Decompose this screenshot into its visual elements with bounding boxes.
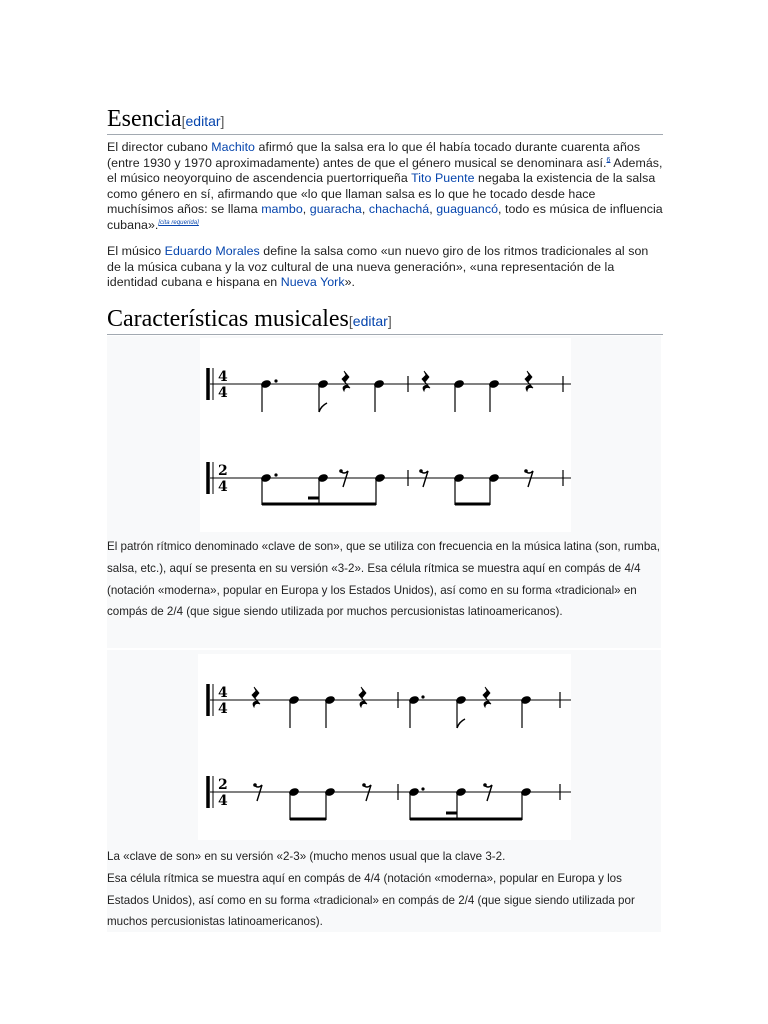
edit-section-link: [editar] [181, 113, 225, 129]
score-image[interactable] [198, 654, 571, 840]
article-link[interactable]: Machito [211, 140, 256, 154]
reference-link[interactable]: 6 [606, 156, 611, 164]
article-link[interactable]: Tito Puente [411, 171, 475, 186]
edit-link[interactable]: editar [185, 113, 221, 129]
time-sig-denominator: 4 [218, 793, 228, 809]
paragraph-text: El músico [107, 244, 165, 258]
edit-link[interactable]: editar [352, 313, 388, 329]
paragraph-text: , [361, 202, 369, 217]
article-link[interactable]: Nueva York [280, 275, 345, 290]
paragraph-text: , [302, 202, 310, 217]
time-sig-denominator: 4 [218, 479, 228, 495]
paragraph-text: , todo es música de influencia cubana». [107, 202, 663, 232]
article-link[interactable]: mambo [261, 202, 303, 217]
paragraph-text: afirmó que la salsa era lo que él había tocado durante cuarenta años (entre 1930 y 1970 aproximadamente) antes de que el género musical se denominara así. [107, 140, 641, 170]
article-link[interactable]: Eduardo Morales [164, 244, 260, 258]
section-title: Características musicales [107, 306, 349, 332]
time-sig-numerator: 4 [218, 685, 228, 701]
paragraph-text: Además, el músico neoyorquino de ascendencia puertorriqueña [107, 155, 663, 186]
paragraph-esencia-1 [107, 140, 663, 234]
music-notation [198, 654, 571, 840]
caption-line: Esa célula rítmica se muestra aquí en compás de 4/4 (notación «moderna», popular en Europa y los Estados Unidos), así como en su forma «tradicional» en compás de 2/4 (que sigue siendo utilizada por muchos percusionistas latinoamericanos). [107, 871, 635, 929]
caption-line: La «clave de son» en su versión «2-3» (mucho menos usual que la clave 3-2. [107, 850, 506, 863]
article-link[interactable]: guaguancó [436, 202, 499, 217]
figure-clave-3-2 [107, 336, 661, 536]
time-sig-numerator: 2 [218, 463, 228, 479]
figure-caption-2 [107, 846, 661, 932]
paragraph-text: ». [344, 275, 356, 290]
figure-clave-2-3 [107, 650, 661, 846]
music-notation [200, 338, 571, 532]
section-title: Esencia [107, 106, 182, 132]
time-sig-denominator: 4 [218, 701, 228, 717]
article-link[interactable]: guaracha [309, 202, 362, 217]
section-heading-caracteristicas [107, 306, 663, 335]
citation-needed-link[interactable]: [cita requerida] [158, 219, 199, 226]
paragraph-text: El director cubano [107, 140, 212, 154]
time-sig-numerator: 2 [218, 777, 228, 793]
paragraph-text: negaba la existencia de la salsa como género en sí, afirmando que «lo que llaman salsa es lo que he tocado desde hace muchísimos años: se llama [107, 171, 656, 217]
figure-caption-1: El patrón rítmico denominado «clave de son», que se utiliza con frecuencia en la música latina (son, rumba, salsa, etc.), aquí se presenta en su versión «3-2». Esa célula rítmica se muestra aquí en compás de 4/4 (notación «moderna», popular en Europa y los Estados Unidos), así como en su forma «tradicional» en compás de 2/4 (que sigue siendo utilizada por muchos percusionistas latinoamericanos). [107, 536, 661, 648]
section-heading-esencia [107, 106, 663, 135]
paragraph-text: define la salsa como «un nuevo giro de los ritmos tradicionales al son de la música cubana y la voz cultural de una nueva generación», «una representación de la identidad cubana e hispana en [107, 244, 649, 290]
paragraph-text: , [429, 202, 437, 217]
article-link[interactable]: chachachá [368, 202, 430, 217]
score-image[interactable] [200, 338, 571, 532]
time-sig-denominator: 4 [218, 385, 228, 401]
edit-section-link: [editar] [348, 313, 392, 329]
paragraph-esencia-2 [107, 244, 663, 291]
time-sig-numerator: 4 [218, 369, 228, 385]
